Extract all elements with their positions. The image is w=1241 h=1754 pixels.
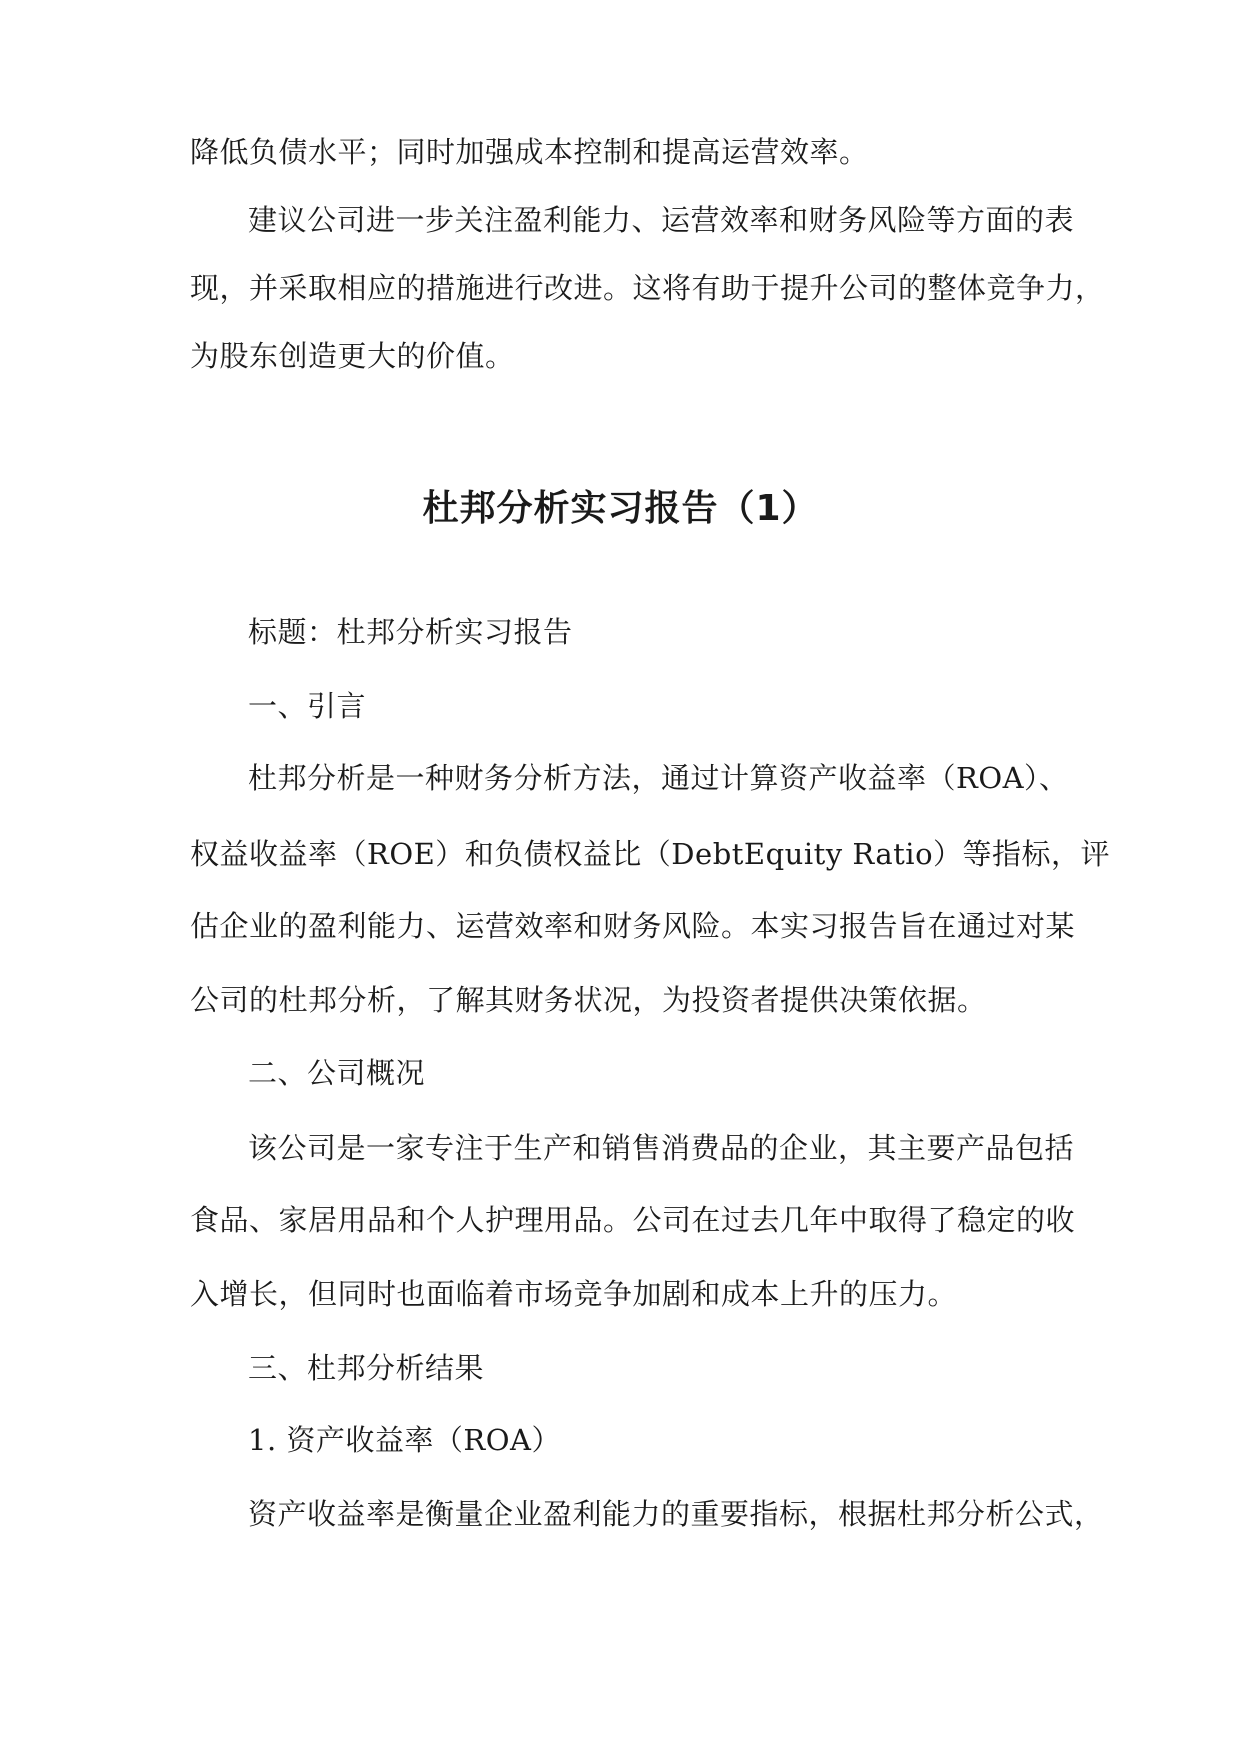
paragraph-line: 该公司是一家专注于生产和销售消费品的企业，其主要产品包括 xyxy=(248,1131,1075,1165)
section-heading: 一、引言 xyxy=(248,689,367,723)
paragraph-line: 公司的杜邦分析，了解其财务状况，为投资者提供决策依据。 xyxy=(190,983,987,1017)
paragraph-line: 降低负债水平；同时加强成本控制和提高运营效率。 xyxy=(190,135,869,169)
paragraph-line: 建议公司进一步关注盈利能力、运营效率和财务风险等方面的表 xyxy=(248,203,1075,237)
section-heading: 三、杜邦分析结果 xyxy=(248,1351,485,1385)
paragraph-line: 为股东创造更大的价值。 xyxy=(190,339,515,373)
paragraph-line: 权益收益率（ROE）和负债权益比（DebtEquity Ratio）等指标，评 xyxy=(190,837,1111,871)
paragraph-line: 食品、家居用品和个人护理用品。公司在过去几年中取得了稳定的收 xyxy=(190,1203,1076,1237)
paragraph-line: 估企业的盈利能力、运营效率和财务风险。本实习报告旨在通过对某 xyxy=(190,909,1076,943)
paragraph-line: 入增长，但同时也面临着市场竞争加剧和成本上升的压力。 xyxy=(190,1277,958,1311)
paragraph-line: 资产收益率是衡量企业盈利能力的重要指标，根据杜邦分析公式， xyxy=(248,1497,1104,1531)
paragraph-line: 现，并采取相应的措施进行改进。这将有助于提升公司的整体竞争力， xyxy=(190,271,1105,305)
paragraph-line: 杜邦分析是一种财务分析方法，通过计算资产收益率（ROA）、 xyxy=(248,761,1069,795)
document-title: 杜邦分析实习报告（1） xyxy=(422,488,819,529)
subsection-heading: 1. 资产收益率（ROA） xyxy=(248,1423,561,1457)
section-heading: 二、公司概况 xyxy=(248,1056,426,1090)
subject-line: 标题：杜邦分析实习报告 xyxy=(248,615,573,649)
